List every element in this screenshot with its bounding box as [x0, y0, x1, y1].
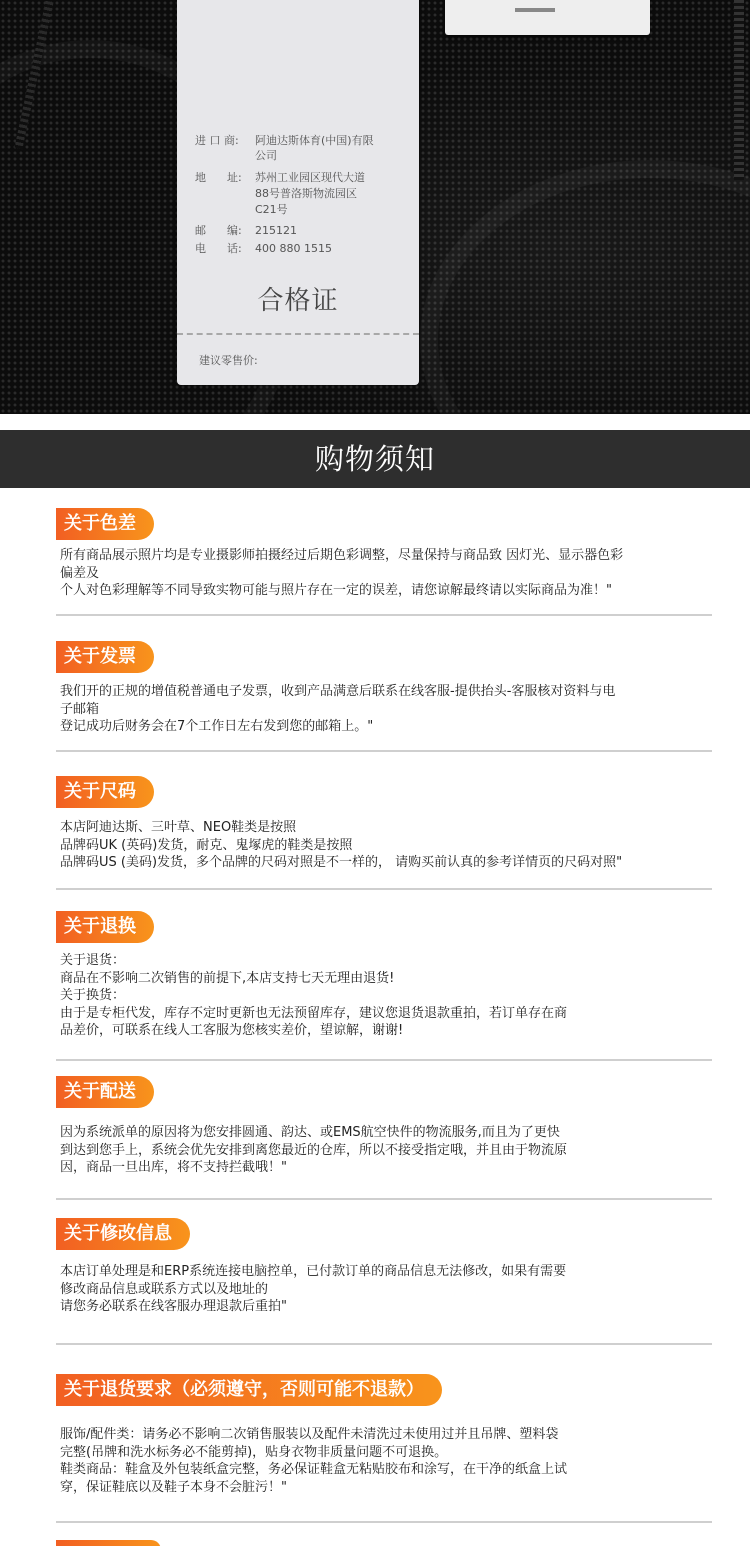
body-line: 穿，保证鞋底以及鞋子本身不会脏污！" [60, 1479, 287, 1495]
tag-address-value: 苏州工业园区现代大道 [255, 171, 365, 184]
tag-phone-key: 电 话: [195, 242, 242, 255]
section-divider [56, 614, 712, 616]
body-line: 修改商品信息或联系方式以及地址的 [60, 1281, 269, 1297]
body-line: 本店订单处理是和ERP系统连接电脑控单，已付款订单的商品信息无法修改，如果有需要 [60, 1264, 567, 1279]
tag-zip-key: 邮 编: [195, 224, 242, 237]
body-line: 子邮箱 [60, 701, 100, 717]
body-line: 偏差及 [60, 565, 100, 581]
body-line: 品差价，可联系在线人工客服为您核实差价，望谅解，谢谢! [60, 1023, 404, 1038]
body-line: 本店阿迪达斯、三叶草、NEO鞋类是按照 [60, 820, 297, 835]
tag-phone-value: 400 880 1515 [255, 242, 332, 255]
section-divider [56, 1343, 712, 1345]
tag-address-value-3: C21号 [255, 203, 288, 216]
tag-address-row [195, 170, 365, 185]
fabric-fold [420, 160, 750, 414]
section-divider [56, 1198, 712, 1200]
body-line: 商品在不影响二次销售的前提下,本店支持七天无理由退货! [60, 970, 395, 986]
tag-price-label: 建议零售价: [199, 354, 258, 367]
section-title-modify-info: 关于修改信息 [56, 1218, 190, 1250]
banner-title: 购物须知 [314, 442, 435, 476]
hang-tag [177, 0, 419, 385]
section-title-color-difference: 关于色差 [56, 508, 154, 540]
section-body-return-requirements [60, 1426, 710, 1496]
tag-perforation [177, 333, 419, 335]
body-line: 登记成功后财务会在7个工作日左右发到您的邮箱上。" [60, 719, 374, 734]
tag-importer-key: 进 口 商: [195, 134, 239, 147]
tag-phone-row [195, 241, 332, 256]
section-title-return-requirements: 关于退货要求（必须遵守，否则可能不退款） [56, 1374, 442, 1406]
body-line: 个人对色彩理解等不同导致实物可能与照片存在一定的误差，请您谅解最终请以实际商品为准！" [60, 583, 612, 598]
tag-zip-value: 215121 [255, 224, 297, 237]
body-line: 因，商品一旦出库，将不支持拦截哦！" [60, 1160, 287, 1175]
section-title-return-exchange: 关于退换 [56, 911, 154, 943]
tag-zip-row [195, 223, 297, 238]
body-line: 我们开的正规的增值税普通电子发票，收到产品满意后联系在线客服-提供抬头-客服核对资料与电 [60, 684, 616, 699]
body-line: 关于退货： [60, 953, 126, 968]
shopping-notice-banner [0, 430, 750, 488]
section-body-color-difference [60, 547, 710, 600]
tag-address-key: 地 址: [195, 171, 242, 184]
section-body-modify-info [60, 1263, 710, 1316]
body-line: 由于是专柜代发，库存不定时更新也无法预留库存，建议您退货退款重拍，若订单存在商 [60, 1005, 568, 1021]
section-body-return-exchange [60, 952, 710, 1040]
product-photo [0, 0, 750, 414]
body-line: 因为系统派单的原因将为您安排圆通、韵达、或EMS航空快件的物流服务,而且为了更快 [60, 1125, 560, 1140]
tag-certificate-title: 合格证 [257, 286, 339, 316]
section-title-size: 关于尺码 [56, 776, 154, 808]
zipper-right [734, 0, 744, 180]
body-line: 服饰/配件类：请务必不影响二次销售服装以及配件未清洗过未使用过并且吊牌、塑料袋 [60, 1427, 559, 1442]
section-body-delivery [60, 1124, 710, 1177]
body-line: 品牌码US (美码)发货，多个品牌的尺码对照是不一样的， 请购买前认真的参考详情页的尺码对照" [60, 855, 623, 870]
section-divider [56, 1521, 712, 1523]
body-line: 完整(吊牌和洗水标务必不能剪掉)，贴身衣物非质量问题不可退换。 [60, 1444, 448, 1460]
tag-importer-value: 阿迪达斯体育(中国)有限 [255, 134, 374, 147]
tag-importer-value-2: 公司 [255, 149, 277, 162]
body-line: 品牌码UK (英码)发货，耐克、鬼塚虎的鞋类是按照 [60, 837, 353, 853]
next-section-title-partial [56, 1540, 161, 1546]
body-line: 关于换货： [60, 988, 126, 1003]
secondary-tag [445, 0, 650, 35]
section-title-delivery: 关于配送 [56, 1076, 154, 1108]
body-line: 请您务必联系在线客服办理退款后重拍" [60, 1299, 287, 1314]
section-title-invoice: 关于发票 [56, 641, 154, 673]
tag-address-value-2: 88号普洛斯物流园区 [255, 187, 357, 200]
body-line: 所有商品展示照片均是专业摄影师拍摄经过后期色彩调整，尽量保持与商品致 因灯光、显示器色彩 [60, 548, 624, 563]
body-line: 到达到您手上，系统会优先安排到离您最近的仓库，所以不接受指定哦，并且由于物流原 [60, 1142, 568, 1158]
section-divider [56, 750, 712, 752]
body-line: 鞋类商品：鞋盒及外包装纸盒完整，务必保证鞋盒无粘贴胶布和涂写，在干净的纸盒上试 [60, 1462, 568, 1477]
section-divider [56, 888, 712, 890]
tag-importer-row [195, 133, 374, 148]
section-body-invoice [60, 683, 710, 736]
section-divider [56, 1059, 712, 1061]
section-body-size [60, 819, 710, 872]
